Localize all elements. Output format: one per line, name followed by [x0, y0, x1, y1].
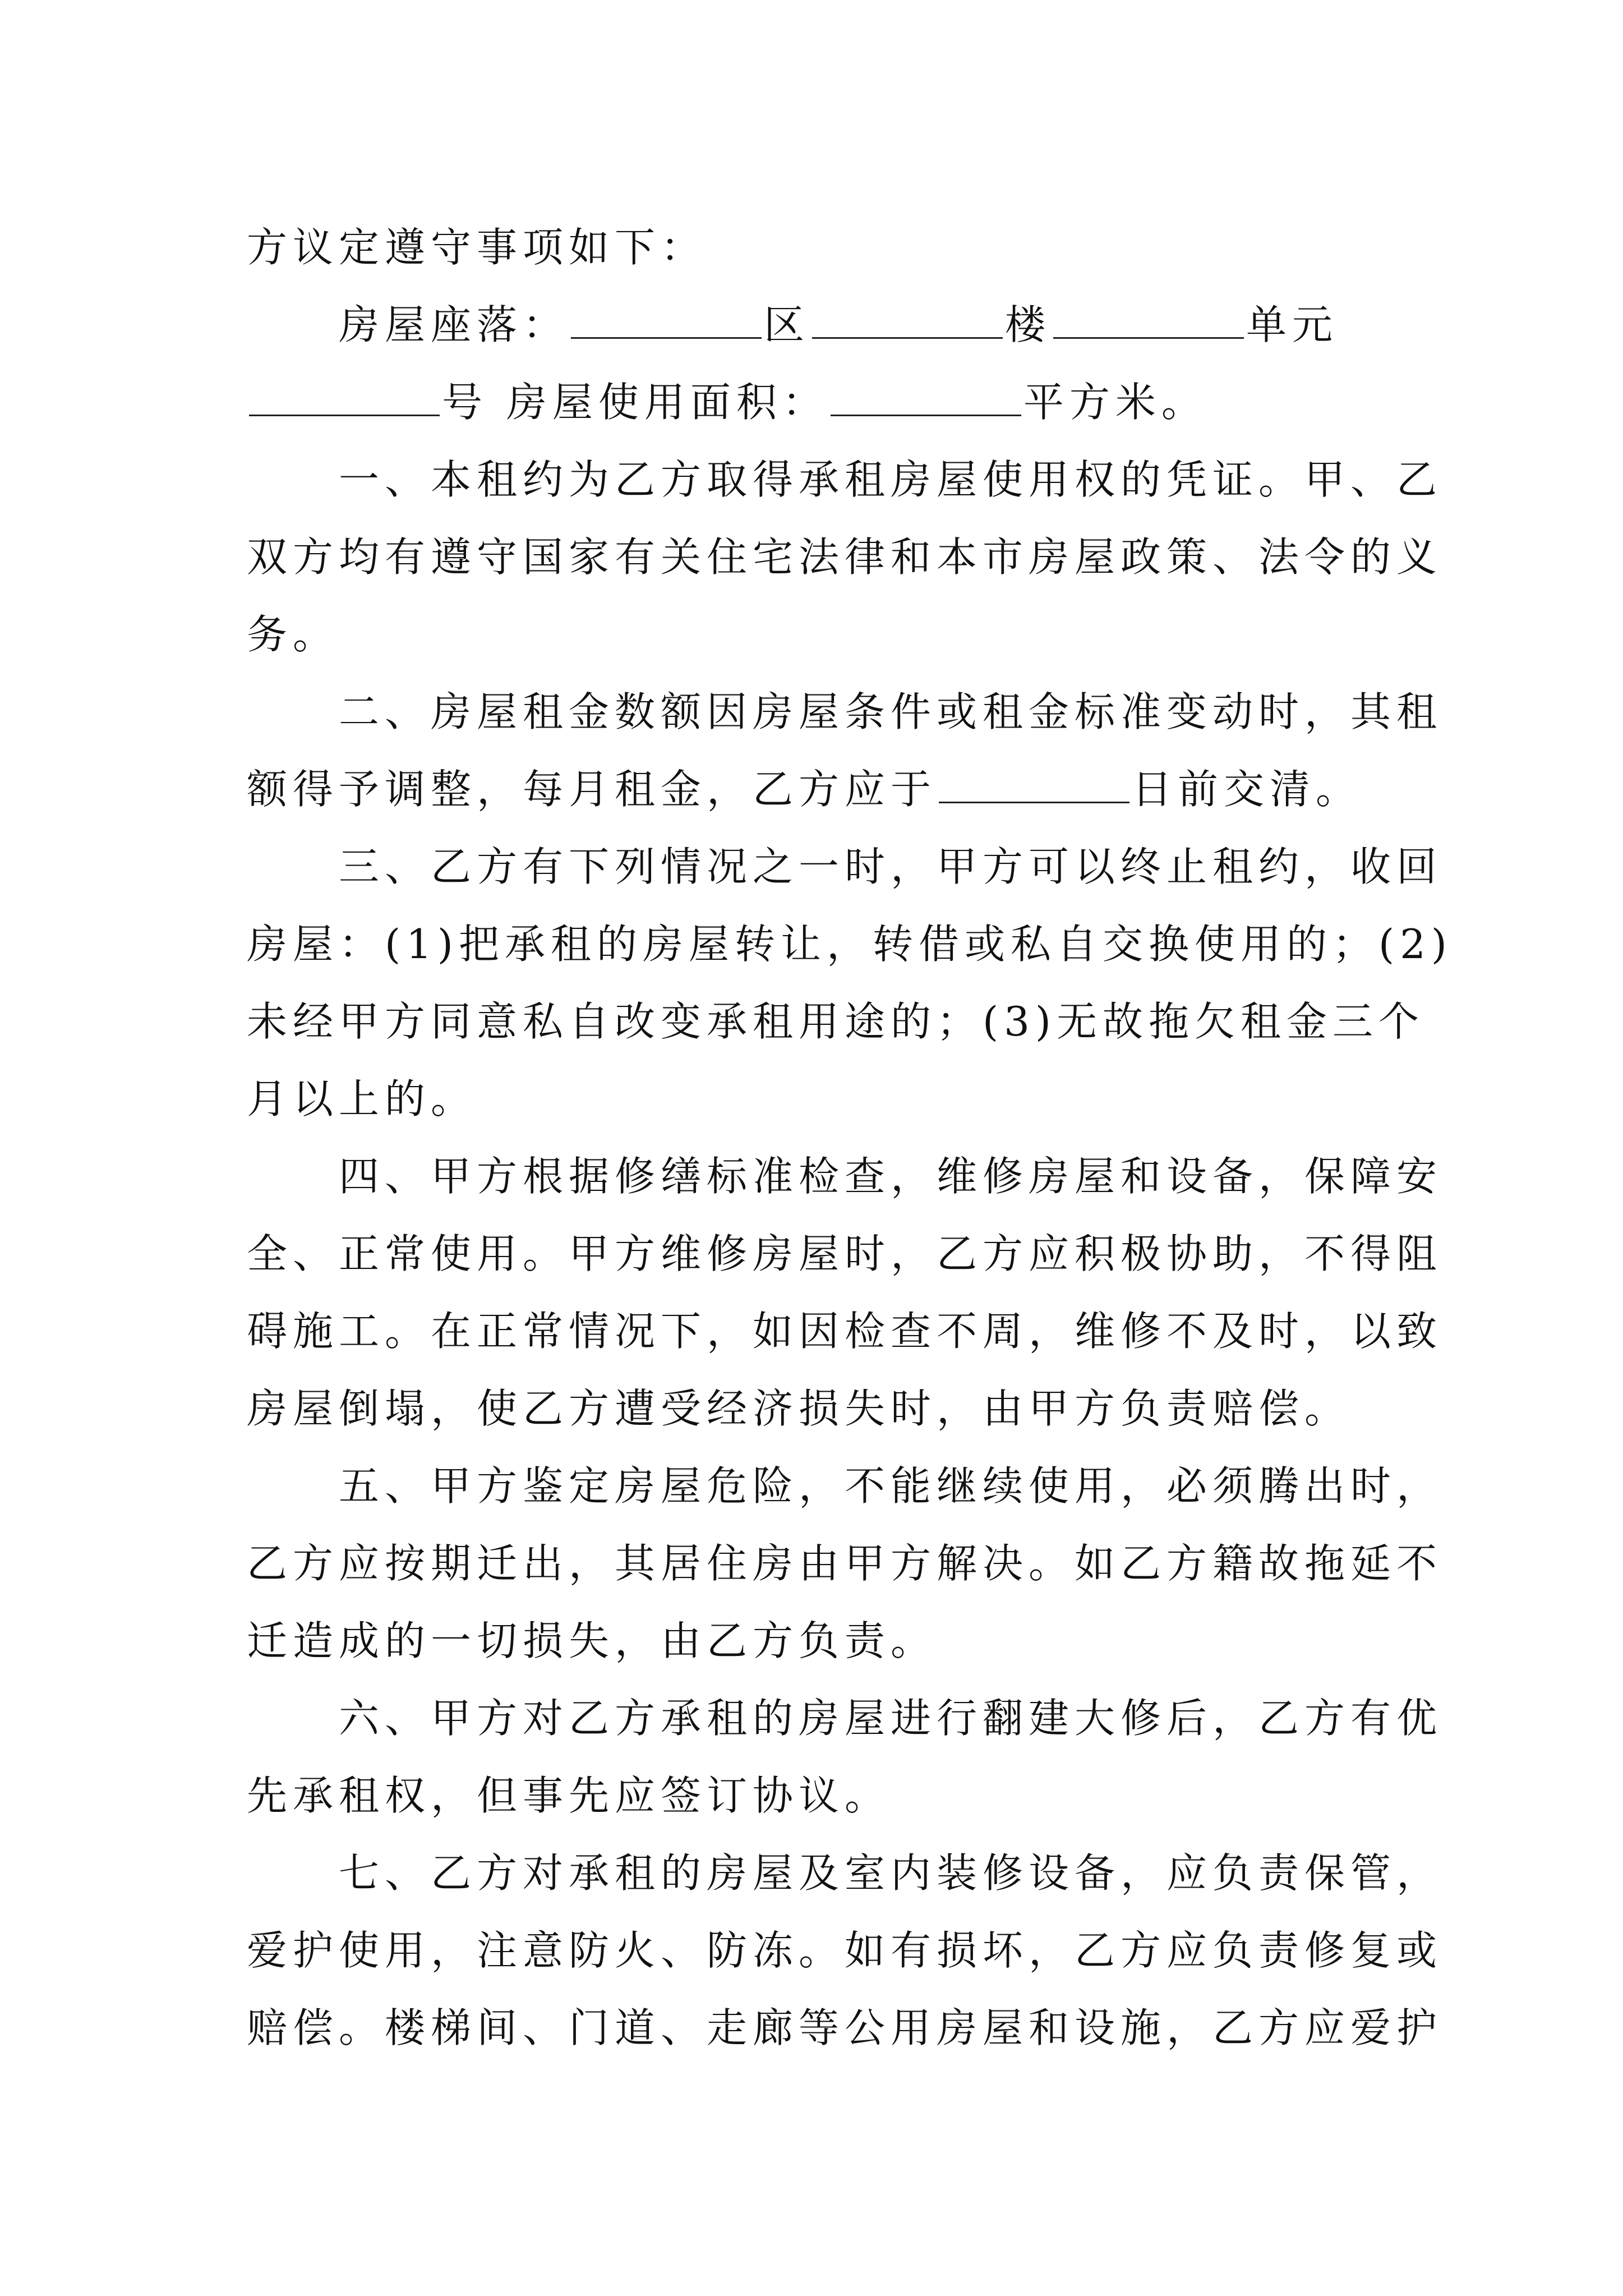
- clause-4-line: 碍施工。在正常情况下，如因检查不周，维修不及时，以致: [247, 1308, 1443, 1355]
- clause-2-line: 额得予调整，每月租金，乙方应于 日前交清。: [247, 766, 1362, 813]
- clause-7-line: 七、乙方对承租的房屋及室内装修设备，应负责保管，: [339, 1849, 1443, 1897]
- clause-3-line: 未经甲方同意私自改变承租用途的；(3)无故拖欠租金三个: [247, 998, 1424, 1045]
- clause-4-line: 房屋倒塌，使乙方遭受经济损失时，由甲方负责赔偿。: [247, 1385, 1351, 1432]
- clause-1-line: 双方均有遵守国家有关住宅法律和本市房屋政策、法令的义: [247, 533, 1443, 581]
- clause-7-line: 赔偿。楼梯间、门道、走廊等公用房屋和设施，乙方应爱护: [247, 2004, 1443, 2051]
- clause-3-line: 月以上的。: [247, 1075, 477, 1122]
- clause-1-line: 务。: [247, 611, 339, 658]
- address-line: 房屋座落： 区 楼 单元: [339, 301, 1339, 348]
- clause-5-line: 迁造成的一切损失，由乙方负责。: [247, 1617, 937, 1664]
- clause-5-line: 乙方应按期迁出，其居住房由甲方解决。如乙方籍故拖延不: [247, 1540, 1443, 1587]
- clause-6-line: 先承租权，但事先应签订协议。: [247, 1772, 891, 1819]
- clause-5-line: 五、甲方鉴定房屋危险，不能继续使用，必须腾出时，: [339, 1462, 1443, 1510]
- clause-4-line: 四、甲方根据修缮标准检查，维修房屋和设备，保障安: [339, 1153, 1443, 1200]
- clause-3-line: 房屋：(1)把承租的房屋转让，转借或私自交换使用的；(2): [247, 921, 1453, 968]
- text-line: 方议定遵守事项如下：: [247, 224, 707, 271]
- district-blank: [571, 301, 762, 339]
- room-number-blank: [249, 379, 440, 416]
- clause-4-line: 全、正常使用。甲方维修房屋时，乙方应积极协助，不得阻: [247, 1230, 1443, 1277]
- clause-2-line: 二、房屋租金数额因房屋条件或租金标准变动时，其租: [339, 688, 1443, 735]
- clause-6-line: 六、甲方对乙方承租的房屋进行翻建大修后，乙方有优: [339, 1695, 1443, 1742]
- building-blank: [812, 301, 1003, 339]
- clause-7-line: 爱护使用，注意防火、防冻。如有损坏，乙方应负责修复或: [247, 1927, 1443, 1974]
- unit-blank: [1053, 301, 1244, 339]
- due-date-blank: [939, 766, 1129, 803]
- clause-1-line: 一、本租约为乙方取得承租房屋使用权的凭证。甲、乙: [339, 456, 1443, 503]
- document-body: [247, 209, 1453, 2067]
- area-line: 号 房屋使用面积： 平方米。: [247, 364, 1408, 441]
- clause-3-line: 三、乙方有下列情况之一时，甲方可以终止租约，收回: [339, 843, 1443, 890]
- area-blank: [831, 379, 1021, 416]
